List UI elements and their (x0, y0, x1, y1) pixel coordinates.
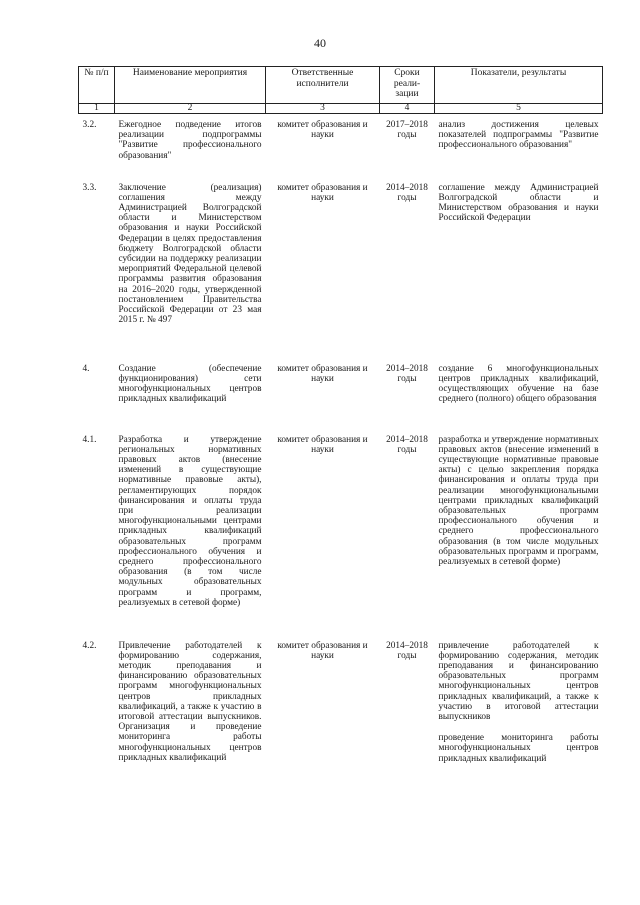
column-number-row (79, 104, 603, 114)
activities-table (78, 66, 603, 764)
row-number: 3.3. (82, 182, 97, 193)
table-row (79, 183, 603, 364)
activity-name: Привлечение работодателей к формированию содержания, методик преподавания и финансированию образовательных программ многофункциональных центров прикладных квалификаций, а также к участию в итоговой аттестации выпускников. Организация и проведение мониторинга работы многофункциональных центров прикладных квалификаций (118, 640, 262, 763)
result-indicator-extra: проведение мониторинга работы многофункциональных центров прикладных квалификаций (438, 733, 599, 764)
row-number: 4. (82, 363, 90, 374)
row-number: 4.2. (82, 640, 97, 651)
table-row (79, 641, 603, 764)
activity-name: Разработка и утверждение региональных нормативных правовых актов (внесение изменений в существующие нормативные правовые акты), регламентирующих порядок финансирования и оплаты труда при реализации многофункциональными центрами прикладных квалификаций образовательных программ профессионального обучения и среднего профессионального образования (в том числе модульных образовательных программ и программ, реализуемых в сетевой форме) (118, 434, 262, 608)
implementation-terms: 2014–2018 годы (386, 640, 428, 661)
responsible-executor: комитет образования и науки (277, 434, 368, 455)
result-cell (435, 641, 603, 764)
row-number: 3.2. (82, 120, 97, 130)
header-results: Показатели, результаты (435, 67, 603, 104)
result-indicator: соглашение между Администрацией Волгоградской области и Министерством образования и науки Российской Федерации (438, 182, 599, 224)
result-indicator: создание 6 многофункциональных центров прикладных квалификаций, осуществляющих обучение на базе среднего (полного) общего образования (438, 363, 599, 405)
responsible-executor: комитет образования и науки (277, 640, 368, 661)
responsible-executor: комитет образования и науки (277, 120, 368, 141)
column-number: 2 (115, 104, 266, 114)
result-indicator: анализ достижения целевых показателей подпрограммы "Развитие профессионального образования" (438, 120, 599, 151)
table-row (79, 114, 603, 183)
table-row (79, 435, 603, 641)
column-number: 3 (266, 104, 380, 114)
activity-name: Ежегодное подведение итогов реализации подпрограммы "Развитие профессионального образования" (118, 120, 262, 161)
column-number: 5 (435, 104, 603, 114)
result-indicator: привлечение работодателей к формированию содержания, методик преподавания и финансированию образовательных программ многофункциональных центров прикладных квалификаций, а также к участию в итоговой аттестации выпускников (438, 640, 599, 722)
header-name: Наименование мероприятия (115, 67, 266, 104)
implementation-terms: 2017–2018 годы (386, 120, 428, 141)
implementation-terms: 2014–2018 годы (386, 363, 428, 384)
activity-name: Заключение (реализация) соглашения между Администрацией Волгоградской области и Министерством образования и науки Российской Федерации в целях предоставления бюджету Волгоградской области субсидии на поддержку реализации мероприятий Федеральной целевой программы развития образования на 2016–2020 годы, утвержденной постановлением Правительства Российской Федерации от 23 мая 2015 г. № 497 (118, 182, 262, 326)
header-num: № п/п (79, 67, 115, 104)
implementation-terms: 2014–2018 годы (386, 434, 428, 455)
column-number: 1 (79, 104, 115, 114)
paragraph-gap (439, 722, 599, 733)
responsible-executor: комитет образования и науки (277, 182, 368, 203)
header-responsible: Ответственные исполнители (266, 67, 380, 104)
column-number: 4 (380, 104, 435, 114)
table-row (79, 364, 603, 435)
page-number: 40 (314, 36, 326, 50)
activity-name: Создание (обеспечение функционирования) сети многофункциональных центров прикладных квалификаций (118, 363, 262, 405)
implementation-terms: 2014–2018 годы (386, 182, 428, 203)
header-terms: Сроки реали-зации (380, 67, 435, 104)
row-number: 4.1. (82, 434, 97, 445)
result-indicator: разработка и утверждение нормативных правовых актов (внесение изменений в существующие нормативные правовые акты) с целью закрепления порядка финансирования и оплаты труда при реализации многофункциональными центрами прикладных квалификаций образовательных программ профессионального обучения и среднего профессионального образования (в том числе модульных образовательных программ и программ, реализуемых в сетевой форме) (438, 434, 599, 567)
table-header-row (79, 67, 603, 104)
responsible-executor: комитет образования и науки (277, 363, 368, 384)
